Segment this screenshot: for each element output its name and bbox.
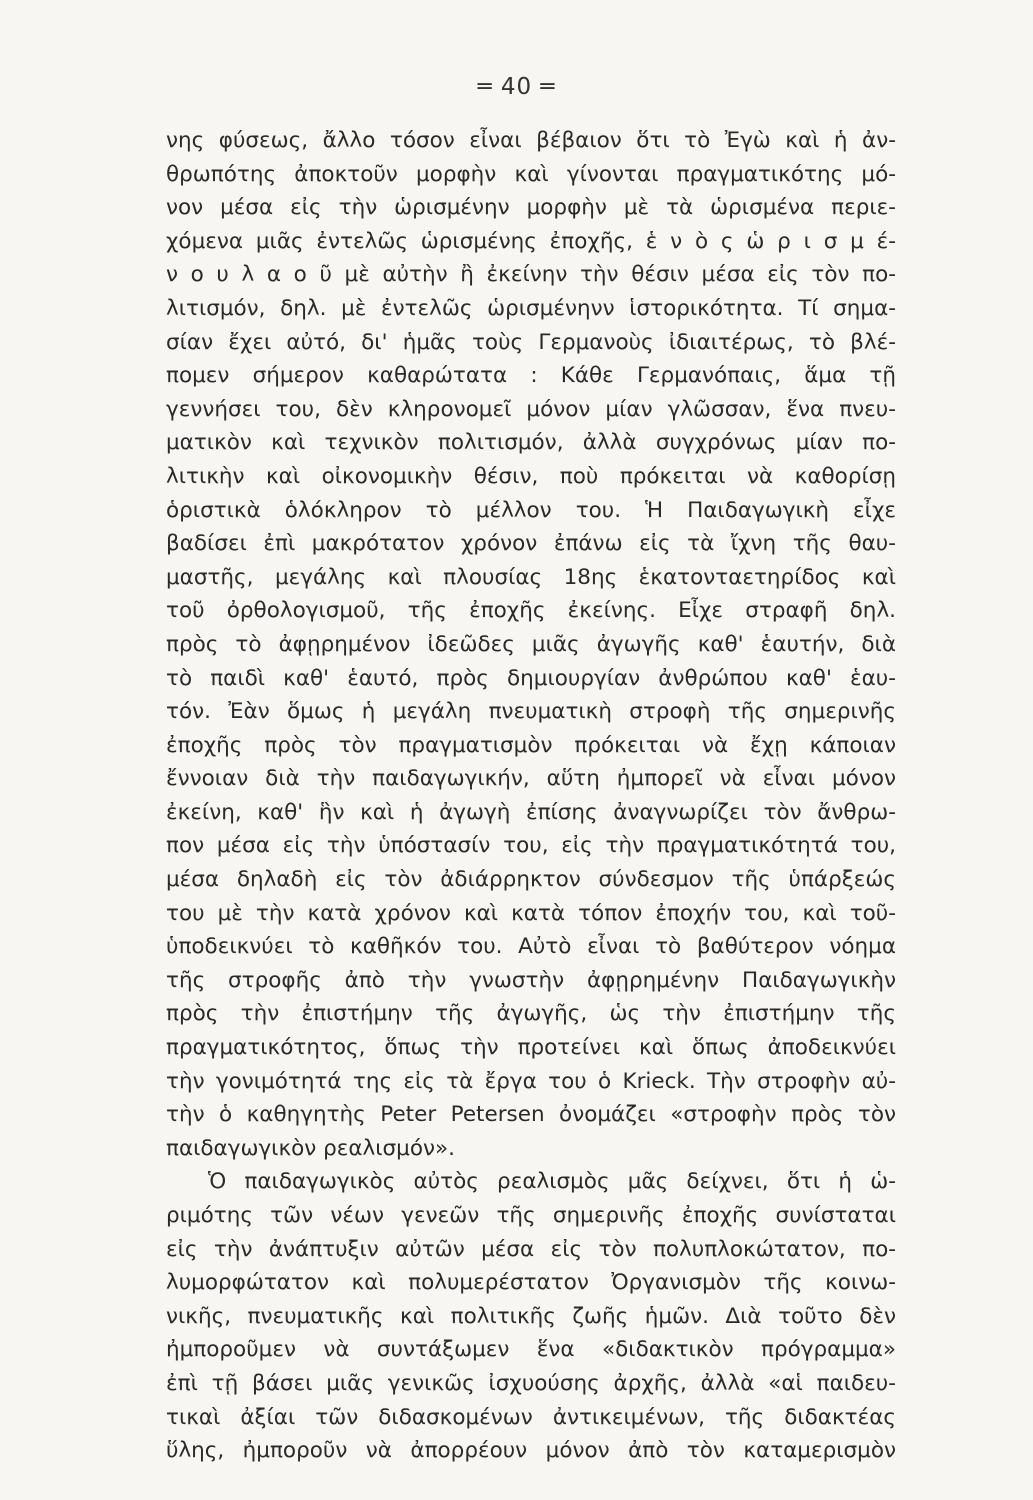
text-line: βαδίσει ἐπὶ μακρότατον χρόνον ἐπάνω εἰς τὰ ἴχνη τῆς θαυ-: [166, 531, 896, 557]
text-line: σίαν ἔχει αὐτό, δι' ἡμᾶς τοὺς Γερμανοὺς ἰδιαιτέρως, τὸ βλέ-: [166, 329, 896, 355]
text-line: εἰς τὴν ἀνάπτυξιν αὐτῶν μέσα εἰς τὸν πολυπλοκώτατον, πο-: [166, 1236, 896, 1262]
text-line: τὴν γονιμότητά της εἰς τὰ ἔργα του ὁ Krieck. Τὴν στροφὴν αὐ-: [166, 1068, 896, 1094]
text-line: τοῦ ὀρθολογισμοῦ, τῆς ἐποχῆς ἐκείνης. Εἶχε στραφῆ δηλ.: [166, 598, 896, 624]
text-line: του μὲ τὴν κατὰ χρόνον καὶ κατὰ τόπον ἐποχήν του, καὶ τοῦ-: [166, 900, 896, 926]
text-line: ἐκείνη, καθ' ἣν καὶ ἡ ἀγωγὴ ἐπίσης ἀναγνωρίζει τὸν ἄνθρω-: [166, 799, 896, 825]
text-line: πον μέσα εἰς τὴν ὑπόστασίν του, εἰς τὴν πραγματικότητά του,: [166, 833, 896, 859]
text-line: γεννήσει του, δὲν κληρονομεῖ μόνον μίαν γλῶσσαν, ἕνα πνευ-: [166, 396, 896, 422]
paragraph-1: [166, 124, 896, 1165]
text-line: ὁριστικὰ ὁλόκληρον τὸ μέλλον του. Ἡ Παιδαγωγικὴ εἶχε: [166, 497, 896, 523]
page-number: ═ 40 ═: [477, 74, 556, 100]
text-line: λυμορφώτατον καὶ πολυμερέστατον Ὀργανισμὸν τῆς κοινω-: [166, 1270, 896, 1296]
text-line: λιτικὴν καὶ οἰκονομικὴν θέσιν, ποὺ πρόκειται νὰ καθορίσῃ: [166, 463, 896, 489]
text-line: τόν. Ἐὰν ὅμως ἡ μεγάλη πνευματικὴ στροφὴ τῆς σημερινῆς: [166, 699, 896, 725]
text-line: ὕλης, ἠμποροῦν νὰ ἀπορρέουν μόνον ἀπὸ τὸν καταμερισμὸν: [166, 1438, 896, 1464]
text-line: πρὸς τὴν ἐπιστήμην τῆς ἀγωγῆς, ὡς τὴν ἐπιστήμην τῆς: [166, 1001, 896, 1027]
text-line: ἔννοιαν διὰ τὴν παιδαγωγικήν, αὕτη ἠμπορεῖ νὰ εἶναι μόνον: [166, 766, 896, 792]
body-text: [166, 124, 896, 1468]
text-line: ριμότης τῶν νέων γενεῶν τῆς σημερινῆς ἐποχῆς συνίσταται: [166, 1203, 896, 1228]
text-line: τικαὶ ἀξίαι τῶν διδασκομένων ἀντικειμένων, τῆς διδακτέας: [166, 1404, 896, 1430]
text-line: ἠμποροῦμεν νὰ συντάξωμεν ἕνα «διδακτικὸν πρόγραμμα»: [166, 1337, 896, 1363]
text-line: ὑποδεικνύει τὸ καθῆκόν του. Αὐτὸ εἶναι τὸ βαθύτερον νόημα: [166, 934, 896, 960]
text-line: χόμενα μιᾶς ἐντελῶς ὡρισμένης ἐποχῆς, ἑ ν ὸ ς ὡ ρ ι σ μ έ-: [166, 228, 896, 254]
text-line: πραγματικότητος, ὅπως τὴν προτείνει καὶ ὅπως ἀποδεικνύει: [166, 1035, 896, 1061]
text-line: τὴν ὁ καθηγητὴς Peter Petersen ὀνομάζει «στροφὴν πρὸς τὸν: [166, 1102, 896, 1128]
text-line: ν ο υ λ α ο ῦ μὲ αὐτὴν ἢ ἐκείνην τὴν θέσιν μέσα εἰς τὸν πο-: [166, 262, 896, 288]
text-line: παιδαγωγικὸν ρεαλισμόν».: [166, 1135, 456, 1161]
text-line: ἐπὶ τῇ βάσει μιᾶς γενικῶς ἰσχυούσης ἀρχῆς, ἀλλὰ «αἱ παιδευ-: [166, 1370, 896, 1396]
text-line: μέσα δηλαδὴ εἰς τὸν ἀδιάρρηκτον σύνδεσμον τῆς ὑπάρξεώς: [166, 867, 896, 893]
text-line: ἐποχῆς πρὸς τὸν πραγματισμὸν πρόκειται νὰ ἔχῃ κάποιαν: [166, 732, 896, 758]
text-line: τὸ παιδὶ καθ' ἑαυτό, πρὸς δημιουργίαν ἀνθρώπου καθ' ἑαυ-: [166, 665, 896, 691]
text-line: Ὁ παιδαγωγικὸς αὐτὸς ρεαλισμὸς μᾶς δείχνει, ὅτι ἡ ὡ-: [208, 1169, 896, 1195]
text-line: ματικὸν καὶ τεχνικὸν πολιτισμόν, ἀλλὰ συγχρόνως μίαν πο-: [166, 430, 896, 456]
text-line: νικῆς, πνευματικῆς καὶ πολιτικῆς ζωῆς ἡμῶν. Διὰ τοῦτο δὲν: [166, 1303, 896, 1329]
text-line: λιτισμόν, δηλ. μὲ ἐντελῶς ὡρισμένηνν ἱστορικότητα. Τί σημα-: [166, 295, 896, 321]
text-line: νης φύσεως, ἄλλο τόσον εἶναι βέβαιον ὅτι τὸ Ἐγὼ καὶ ἡ ἀν-: [166, 128, 896, 153]
text-line: μαστῆς, μεγάλης καὶ πλουσίας 18ης ἑκατονταετηρίδος καὶ: [166, 564, 896, 590]
text-line: θρωπότης ἀποκτοῦν μορφὴν καὶ γίνονται πραγματικότης μό-: [166, 161, 896, 187]
text-line: πρὸς τὸ ἀφῃρημένον ἰδεῶδες μιᾶς ἀγωγῆς καθ' ἑαυτήν, διὰ: [166, 631, 896, 657]
text-line: νον μέσα εἰς τὴν ὡρισμένην μορφὴν μὲ τὰ ὡρισμένα περιε-: [166, 195, 896, 221]
paragraph-2: [166, 1165, 896, 1467]
text-line: πομεν σήμερον καθαρώτατα : Κάθε Γερμανόπαις, ἅμα τῇ: [166, 363, 896, 389]
text-line: τῆς στροφῆς ἀπὸ τὴν γνωστὴν ἀφῃρημένην Παιδαγωγικὴν: [166, 967, 896, 993]
